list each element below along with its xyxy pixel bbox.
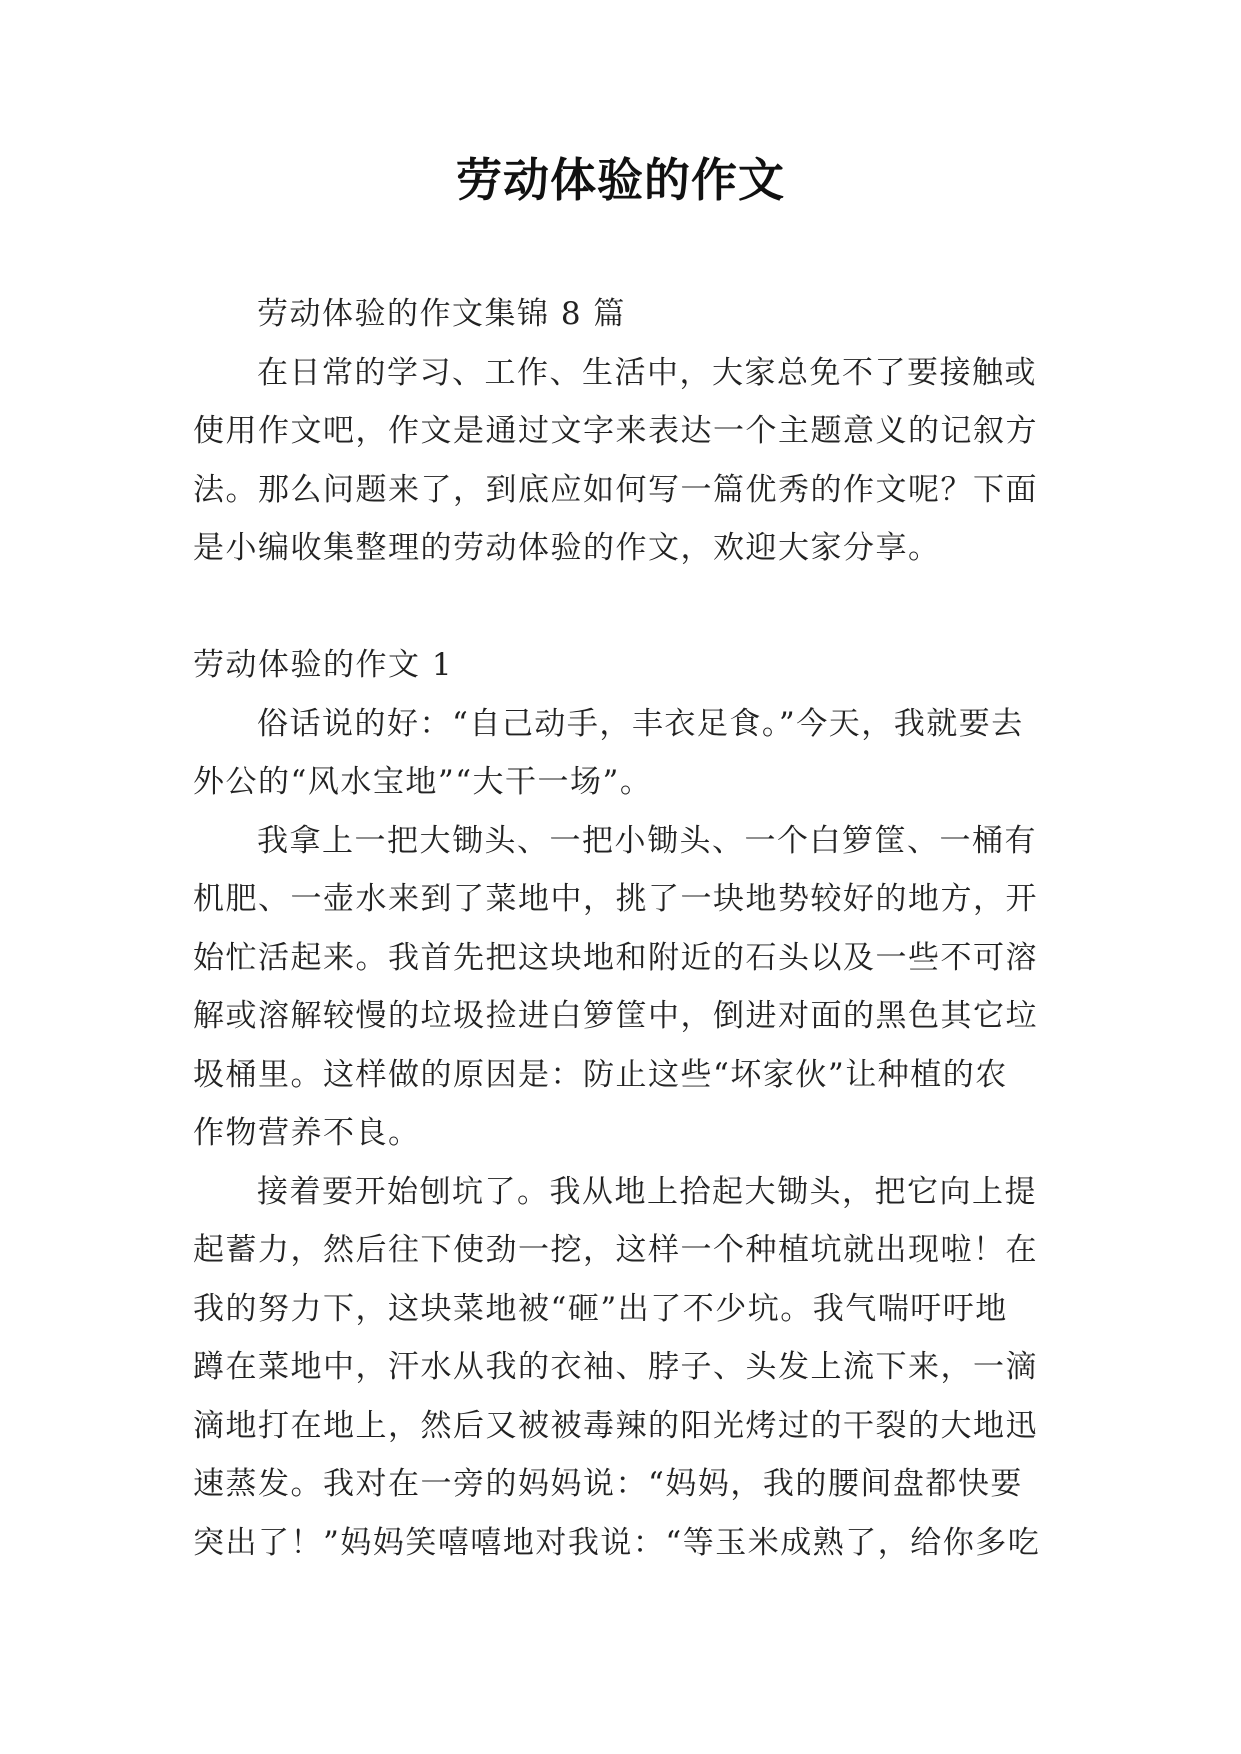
document-title: 劳动体验的作文 <box>456 153 785 207</box>
paragraph-line: 圾桶里。这样做的原因是：防止这些“坏家伙”让种植的农 <box>193 1056 1008 1093</box>
paragraph-line: 我的努力下，这块菜地被“砸”出了不少坑。我气喘吁吁地 <box>193 1290 1008 1327</box>
paragraph-line: 我拿上一把大锄头、一把小锄头、一个白箩筐、一桶有 <box>257 822 1037 859</box>
paragraph-line: 速蒸发。我对在一旁的妈妈说：“妈妈，我的腰间盘都快要 <box>193 1466 1023 1502</box>
paragraph-line: 滴地打在地上，然后又被被毒辣的阳光烤过的干裂的大地迅 <box>193 1407 1038 1444</box>
document-body <box>193 285 1055 1572</box>
paragraph-line: 接着要开始刨坑了。我从地上拾起大锄头，把它向上提 <box>257 1173 1037 1210</box>
blank-line <box>193 578 1055 637</box>
paragraph-line: 机肥、一壶水来到了菜地中，挑了一块地势较好的地方，开 <box>193 881 1038 917</box>
paragraph-line: 法。那么问题来了，到底应如何写一篇优秀的作文呢？下面 <box>193 471 1038 508</box>
paragraph-line: 突出了！”妈妈笑嘻嘻地对我说：“等玉米成熟了，给你多吃 <box>193 1524 1041 1561</box>
paragraph-line: 是小编收集整理的劳动体验的作文，欢迎大家分享。 <box>193 530 941 566</box>
paragraph-line: 俗话说的好：“自己动手，丰衣足食。”今天，我就要去 <box>257 705 1024 742</box>
paragraph-line: 外公的“风水宝地”“大干一场”。 <box>193 764 653 800</box>
paragraph-line: 蹲在菜地中，汗水从我的衣袖、脖子、头发上流下来，一滴 <box>193 1349 1038 1385</box>
paragraph-line: 起蓄力，然后往下使劲一挖，这样一个种植坑就出现啦！在 <box>193 1232 1038 1268</box>
paragraph-line: 解或溶解较慢的垃圾捡进白箩筐中，倒进对面的黑色其它垃 <box>193 998 1038 1034</box>
paragraph-line: 使用作文吧，作文是通过文字来表达一个主题意义的记叙方 <box>193 413 1038 449</box>
section-heading: 劳动体验的作文 1 <box>193 647 454 683</box>
subtitle-line: 劳动体验的作文集锦 8 篇 <box>257 296 626 332</box>
paragraph-line: 作物营养不良。 <box>193 1115 421 1151</box>
paragraph-line: 始忙活起来。我首先把这块地和附近的石头以及一些不可溶 <box>193 939 1038 976</box>
paragraph-line: 在日常的学习、工作、生活中，大家总免不了要接触或 <box>257 354 1037 391</box>
